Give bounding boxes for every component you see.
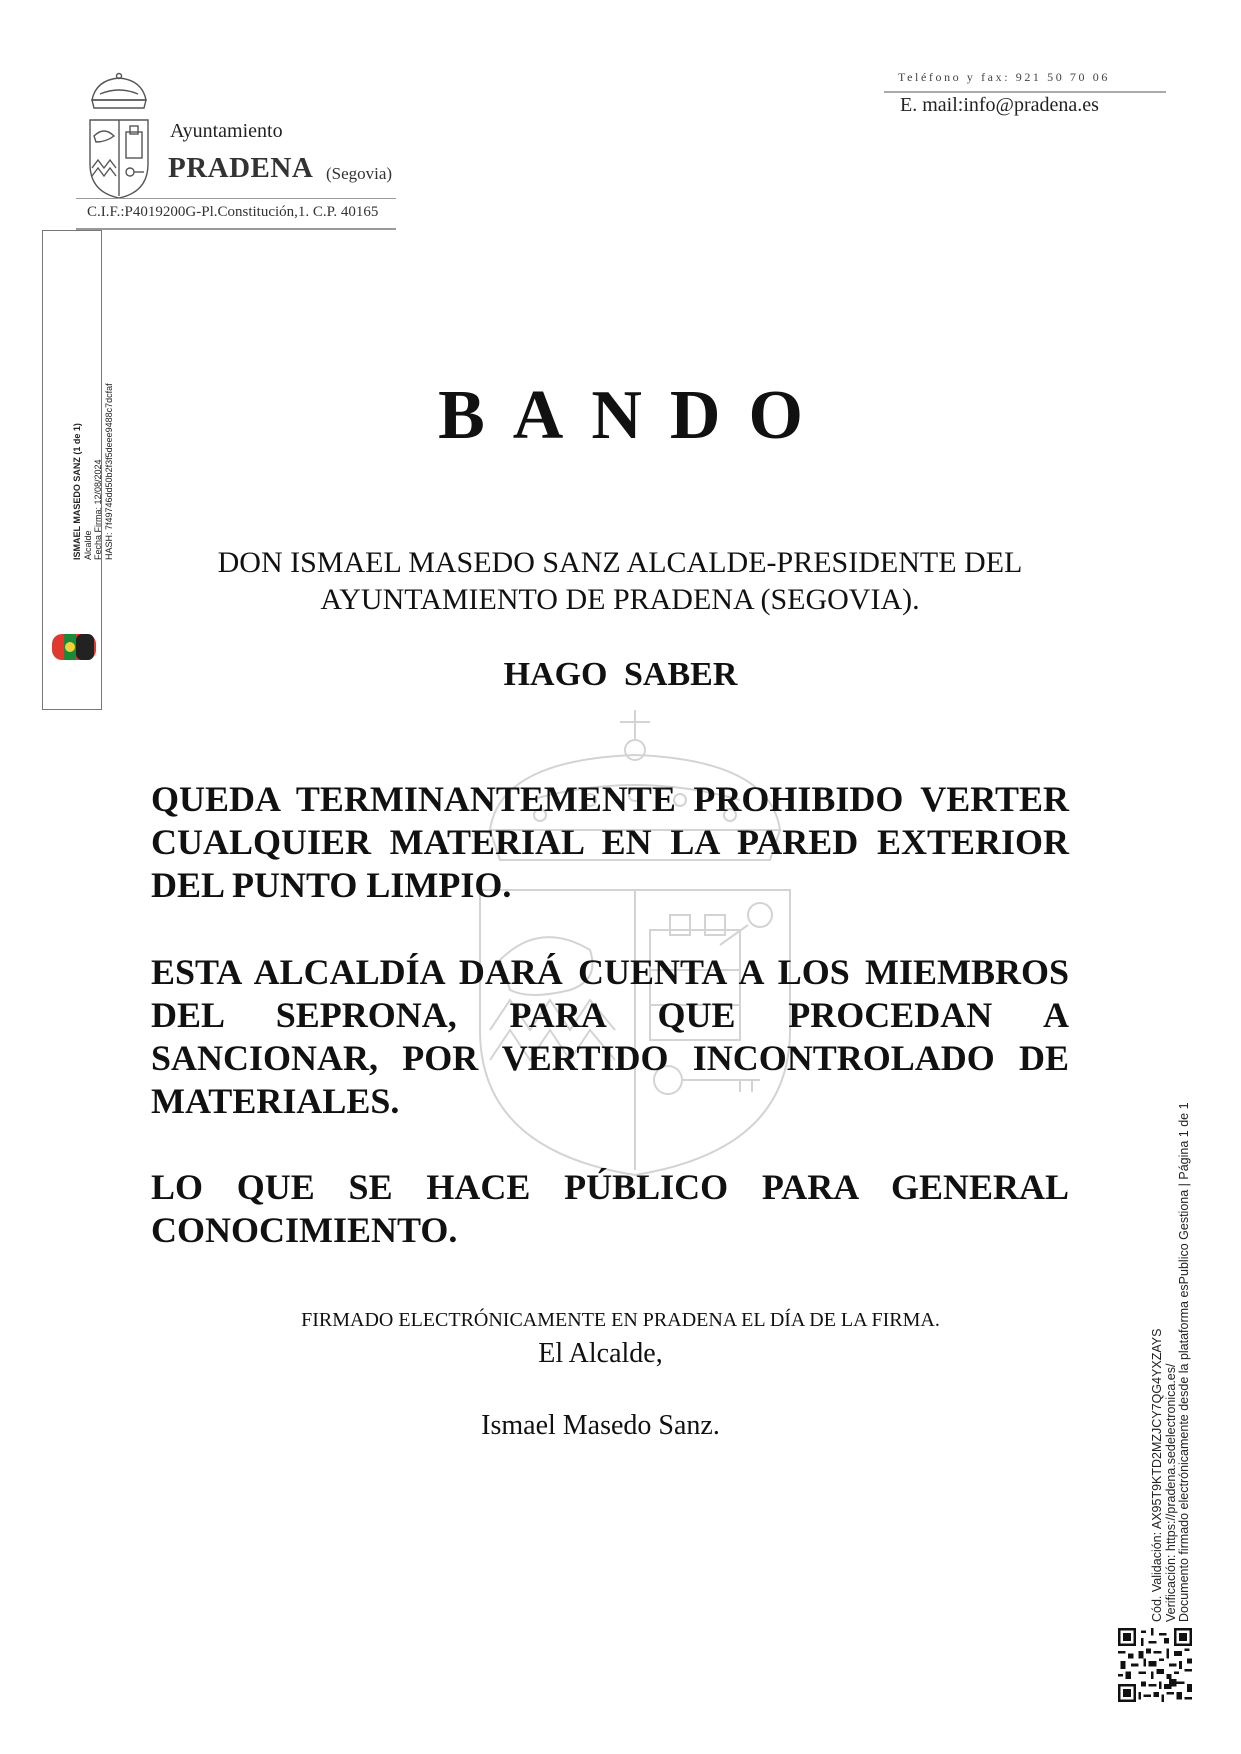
body-paragraph: LO QUE SE HACE PÚBLICO PARA GENERAL CONOCIMIENTO. [151,1167,1069,1250]
platform-note: Documento firmado electrónicamente desde la plataforma esPublico Gestiona | Página 1 de 1 [1177,1102,1191,1622]
contact-divider [884,91,1166,93]
phone-fax-line: Teléfono y fax: 921 50 70 06 [898,70,1110,84]
qr-code-icon[interactable] [1118,1628,1192,1702]
signature-hash: HASH: 7f49746dd50b2f3f5deee9488c7dcfaf [103,383,114,560]
province-name: (Segovia) [326,164,393,183]
hago-saber-heading: HAGO SABER [503,656,738,693]
cif-address-line: C.I.F.:P4019200G-Pl.Constitución,1. C.P. 40165 [87,204,379,220]
issuer-statement: DON ISMAEL MASEDO SANZ ALCALDE-PRESIDENTE DEL AYUNTAMIENTO DE PRADENA (SEGOVIA). [217,546,1023,616]
validation-code: Cód. Validación: AX95T9KTD2MZJCY7QG4YXZAYS [1150,1328,1164,1622]
signatory-name: Ismael Masedo Sanz. [481,1410,720,1441]
body-paragraph: QUEDA TERMINANTEMENTE PROHIBIDO VERTER CUALQUIER MATERIAL EN LA PARED EXTERIOR DEL PUNTO LIMPIO. [151,779,1069,905]
electronic-signature-note: FIRMADO ELECTRÓNICAMENTE EN PRADENA EL DÍA DE LA FIRMA. [301,1309,940,1331]
email-line: E. mail:info@pradena.es [900,94,1099,116]
town-name: PRADENA [168,152,314,184]
ayuntamiento-label: Ayuntamiento [170,120,283,142]
header-divider [76,198,396,199]
closing-title: El Alcalde, [538,1338,663,1369]
signer-role: Alcalde [82,530,93,560]
coat-of-arms-icon [86,72,152,200]
verification-block [1151,1102,1192,1622]
signature-date: Fecha Firma: 12/08/2024 [93,459,103,560]
document-title: BANDO [438,377,831,454]
body-paragraph: ESTA ALCALDÍA DARÁ CUENTA A LOS MIEMBROS DEL SEPRONA, PARA QUE PROCEDAN A SANCIONAR, POR VERTIDO INCONTROLADO DE MATERIALES. [151,952,1069,1121]
signer-name: ISMAEL MASEDO SANZ (1 de 1) [72,423,82,560]
verification-url: Verificación: https://pradena.sedelectronica.es/ [1163,1363,1178,1622]
header-divider [76,228,396,230]
